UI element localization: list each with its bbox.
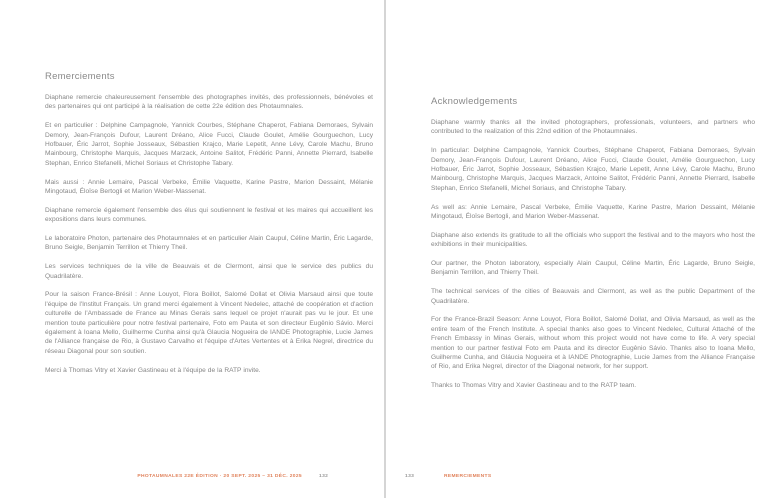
page-gutter-divider <box>384 0 386 498</box>
page-number-left: 132 <box>319 474 329 479</box>
paragraph: Pour la saison France-Brésil : Anne Louyot, Flora Boillot, Salomé Dollat et Olivia Marsaud ainsi que toute l'équipe de l'Institut Français. Un grand merci également à Vincent Nedelec, attaché de coopération et d'action culturelle de l'Ambassade de France au Minas Gerais sans lequel ce projet n'aurait pas vu le jour. Et une mention toute particulière pour notre festival partenaire, Foto em Pauta et son directeur Eugênio Sávio. Merci également à Ioana Mello, Guilherme Cunha ainsi qu'à Glaucia Nogueira de IANDE Photographie, Lucie James de l'Alliance française de Rio, à Gustavo Carvalho et l'équipe d'Artes Vertentes et à Erika Negrel, directrice du réseau Diagonal pour son soutien. <box>45 291 373 355</box>
paragraph: Le laboratoire Photon, partenaire des Photaumnales et en particulier Alain Caupul, Céline Martin, Éric Lagarde, Bruno Seigle, Benjamin Terrillon et Thierry Theil. <box>45 235 373 252</box>
paragraph: Diaphane also extends its gratitude to all the officials who support the festival and to the mayors who host the exhibitions in their municipalities. <box>431 231 755 249</box>
paragraph: The technical services of the cities of Beauvais and Clermont, as well as the public Department of the Quadrilatère. <box>431 288 755 305</box>
paragraph: As well as: Annie Lemaire, Pascal Verbeke, Émilie Vaquette, Karine Pastre, Marion Dessaint, Mélanie Mingotaud, Éloïse Bertogli, and Marion Weber-Massenat. <box>431 203 755 221</box>
footer-section-label: REMERCIEMENTS <box>444 474 492 479</box>
paragraph: Thanks to Thomas Vitry and Xavier Gastineau and to the RATP team. <box>431 382 637 390</box>
right-page-english <box>431 96 755 400</box>
paragraph: Mais aussi : Annie Lemaire, Pascal Verbeke, Émilie Vaquette, Karine Pastre, Marion Dessaint, Mélanie Mingotaud, Éloïse Bertogli et Marion Weber-Massenat. <box>45 178 373 196</box>
paragraph: Merci à Thomas Vitry et Xavier Gastineau et à l'équipe de la RATP invite. <box>45 366 261 374</box>
paragraph: Diaphane remercie chaleureusement l'ensemble des photographes invités, des professionnels, bénévoles et des partenaires qui ont participé à la réalisation de cette 22e édition des Photaumnales. <box>45 94 373 111</box>
page-number-right: 133 <box>405 474 415 479</box>
paragraph: Our partner, the Photon laboratory, especially Alain Caupul, Céline Martin, Éric Lagarde, Bruno Seigle, Benjamin Terrillon, and Thierry Theil. <box>431 260 755 277</box>
paragraph: Diaphane remercie également l'ensemble des élus qui soutiennent le festival et les maires qui accueillent les expositions dans leurs communes. <box>45 206 373 224</box>
paragraph: Et en particulier : Delphine Campagnole, Yannick Courbes, Stéphane Chaperot, Fabiana Demoraes, Sylvain Demory, Jean-François Dufour, Laurent Dréano, Alice Fucci, Claude Goulet, Amélie Gourguechon, Lucy Hofbauer, Éric Jarrot, Sophie Josseaux, Sébastien Krajco, Marie Lepetit, Anne Lévy, Carole Machu, Bruno Mainbourg, Christophe Marquis, Jacques Marzack, Antoine Salitot, Frédéric Panni, Annette Pierrard, Isabelle Stephan, Enrico Stefanelli, Michel Soriaus et Christophe Tabary. <box>45 122 373 167</box>
footer-edition-label: PHOTAUMNALES 22E ÉDITION · 20 SEPT. 2025 – 31 DÉC. 2025 <box>137 474 302 479</box>
page-title: Acknowledgements <box>431 96 518 107</box>
left-page-french <box>45 71 373 384</box>
paragraph: Diaphane warmly thanks all the invited photographers, professionals, volunteers, and partners who contributed to the realization of this 22nd edition of the Photaumnales. <box>431 119 755 136</box>
paragraph: In particular: Delphine Campagnole, Yannick Courbes, Stéphane Chaperot, Fabiana Demoraes, Sylvain Demory, Jean-François Dufour, Laurent Dréano, Alice Fucci, Claude Goulet, Amélie Gourguechon, Lucy Hofbauer, Éric Jarrot, Sophie Josseaux, Sébastien Krajco, Marie Lepetit, Anne Lévy, Carole Machu, Bruno Mainbourg, Christophe Marquis, Jacques Marzack, Antoine Salitot, Frédéric Panni, Annette Pierrard, Isabelle Stephan, Enrico Stefanelli, Michel Soriaus, and Christophe Tabary. <box>431 147 755 192</box>
paragraph: For the France-Brazil Season: Anne Louyot, Flora Boillot, Salomé Dollat, and Olivia Marsaud, as well as the entire team of the French Institute. A special thanks also goes to Vincent Nedelec, Cultural Attaché of the French Embassy in Minas Gerais, without whom this project would not have come to life. A very special mention to our partner festival Foto em Pauta and its director Eugênio Sávio. Thanks also to Ioana Mello, Guilherme Cunha, and Gláucia Nogueira et à IANDE Photographie, Lucie James from the Alliance Française of Rio, and Erika Negrel, director of the Diagonal network, for her support. <box>431 316 755 371</box>
paragraph: Les services techniques de la ville de Beauvais et de Clermont, ainsi que le service des publics du Quadrilatère. <box>45 263 373 280</box>
page-title: Remerciements <box>45 71 115 82</box>
